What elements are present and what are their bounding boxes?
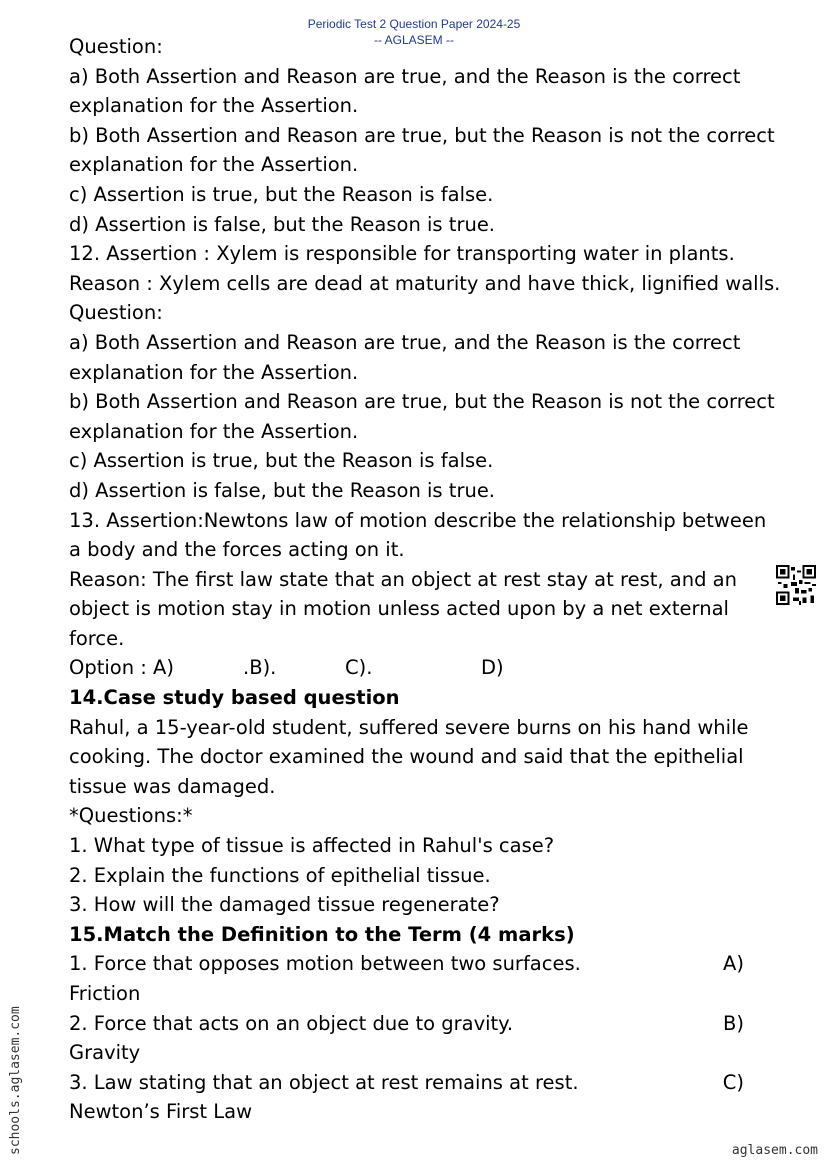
q14-title: 14.Case study based question [69,686,400,710]
q15-item-3 [69,1068,744,1098]
q12-reason: Reason : Xylem cells are dead at maturity and have thick, lignified walls. [69,271,781,295]
q11-option-b-line1: b) Both Assertion and Reason are true, but the Reason is not the correct [69,123,775,147]
qr-code-icon[interactable] [776,565,816,605]
q11-option-a-line1: a) Both Assertion and Reason are true, and the Reason is the correct [69,64,741,88]
q12-question-label: Question: [69,301,163,325]
q15-item-3-term: Newton’s First Law [69,1100,253,1124]
q15-item-2-term: Gravity [69,1041,141,1065]
q15-item-1-definition: 1. Force that opposes motion between two surfaces. [69,952,581,976]
q12-option-c: c) Assertion is true, but the Reason is false. [69,449,494,473]
q13-reason-line3: force. [69,626,125,650]
footer-watermark: aglasem.com [731,1143,818,1158]
header-title: Periodic Test 2 Question Paper 2024-25 [307,17,521,31]
q13-option-b: .B). [243,656,277,680]
q14-question-1: 1. What type of tissue is affected in Rahul's case? [69,834,555,858]
side-watermark: schools.aglasem.com [8,1006,23,1155]
q13-assertion-line1: 13. Assertion:Newtons law of motion describe the relationship between [69,508,767,532]
q15-item-3-letter: C) [722,1070,744,1094]
q11-option-a-line2: explanation for the Assertion. [69,94,359,118]
q13-option-a: Option : A) [69,656,174,680]
q15-title: 15.Match the Definition to the Term (4 marks) [69,922,575,946]
q15-item-1-term: Friction [69,982,141,1005]
q14-paragraph-line2: cooking. The doctor examined the wound and said that the epithelial [69,745,744,769]
q15-item-3-definition: 3. Law stating that an object at rest remains at rest. [69,1070,579,1094]
q13-assertion-line2: a body and the forces acting on it. [69,538,405,562]
q12-option-a-line2: explanation for the Assertion. [69,360,359,384]
question-content [69,32,799,1127]
q15-item-2-letter: B) [723,1011,744,1035]
q14-paragraph-line3: tissue was damaged. [69,774,276,798]
q11-question-label: Question: [69,35,163,58]
q15-item-2 [69,1009,744,1039]
q12-option-a-line1: a) Both Assertion and Reason are true, and the Reason is the correct [69,330,741,354]
q15-item-1-letter: A) [723,952,744,976]
q12-assertion: 12. Assertion : Xylem is responsible for transporting water in plants. [69,242,735,266]
q12-option-b-line2: explanation for the Assertion. [69,419,359,443]
header-source: -- AGLASEM -- [373,33,454,47]
q15-item-2-definition: 2. Force that acts on an object due to gravity. [69,1011,514,1035]
q13-reason-line2: object is motion stay in motion unless acted upon by a net external [69,597,729,621]
q14-questions-label: *Questions:* [69,804,193,828]
q11-option-d: d) Assertion is false, but the Reason is true. [69,212,496,236]
q11-option-b-line2: explanation for the Assertion. [69,153,359,177]
q14-question-2: 2. Explain the functions of epithelial tissue. [69,863,491,887]
q13-option-d: D) [481,656,504,680]
q11-option-c: c) Assertion is true, but the Reason is false. [69,182,494,206]
q12-option-d: d) Assertion is false, but the Reason is true. [69,478,496,502]
q14-question-3: 3. How will the damaged tissue regenerate? [69,893,500,917]
q12-option-b-line1: b) Both Assertion and Reason are true, but the Reason is not the correct [69,390,775,414]
q13-reason-line1: Reason: The first law state that an object at rest stay at rest, and an [69,567,737,591]
q13-option-c: C). [345,656,373,680]
q13-options [69,653,799,683]
q14-paragraph-line1: Rahul, a 15-year-old student, suffered severe burns on his hand while [69,715,749,739]
q15-item-1 [69,949,744,979]
